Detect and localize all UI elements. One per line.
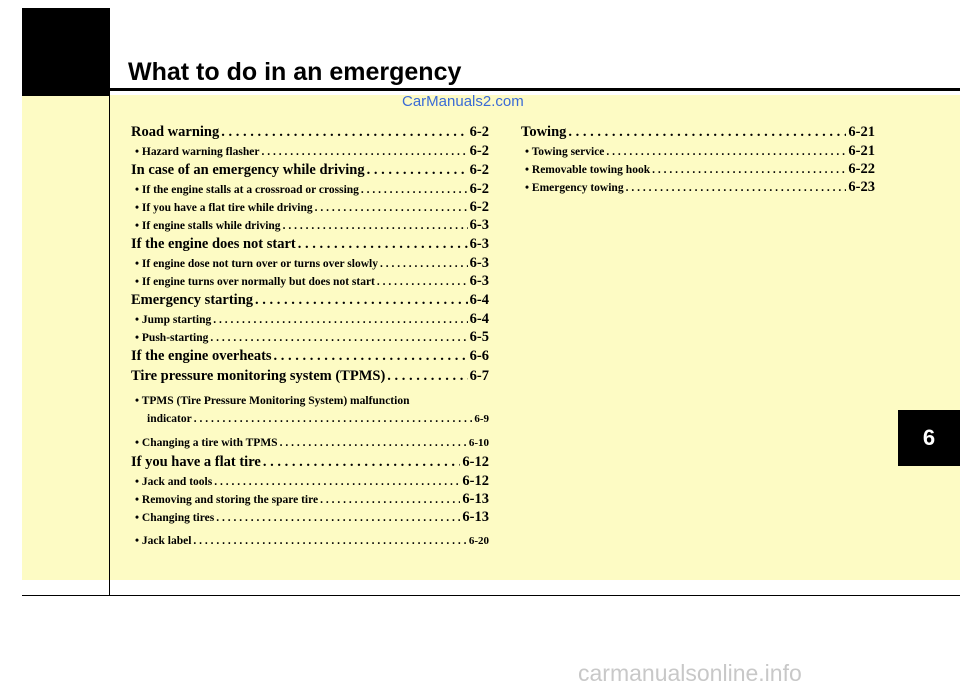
toc-entry-engine-not-turn-over[interactable]: • If engine dose not turn over or turns over slowly . . . 6-3 — [131, 254, 489, 272]
toc-entry-spare-tire[interactable]: • Removing and storing the spare tire . . . 6-13 — [131, 490, 489, 508]
toc-entry-towing-service[interactable]: • Towing service . . . 6-21 — [521, 142, 875, 160]
toc-entry-jack-and-tools[interactable]: • Jack and tools . . . 6-12 — [131, 472, 489, 490]
toc-entry-emergency-while-driving[interactable]: In case of an emergency while driving . . . 6-2 — [131, 160, 489, 180]
toc-entry-push-starting[interactable]: • Push-starting . . . 6-5 — [131, 328, 489, 346]
toc-entry-emergency-starting[interactable]: Emergency starting . . . 6-4 — [131, 290, 489, 310]
toc-entry-road-warning[interactable]: Road warning . . . 6-2 — [131, 122, 489, 142]
toc-entry-changing-tire-tpms[interactable]: • Changing a tire with TPMS . . . 6-10 — [131, 434, 489, 452]
toc-entry-emergency-towing[interactable]: • Emergency towing . . . 6-23 — [521, 178, 875, 196]
header-rule — [110, 88, 960, 91]
toc-entry-tpms-malfunction-cont[interactable]: indicator . . . 6-9 — [131, 410, 489, 428]
toc-entry-engine-does-not-start[interactable]: If the engine does not start . . . 6-3 — [131, 234, 489, 254]
watermark-bottom: carmanualsonline.info — [578, 660, 802, 686]
section-tab-block — [22, 8, 110, 96]
toc-entry-stalls-at-crossroad[interactable]: • If the engine stalls at a crossroad or crossing . . . 6-2 — [131, 180, 489, 198]
bottom-rule — [22, 595, 960, 596]
margin-rule — [109, 8, 110, 596]
toc-entry-tpms-malfunction[interactable]: • TPMS (Tire Pressure Monitoring System) malfunction — [135, 395, 410, 407]
page-title: What to do in an emergency — [128, 58, 462, 86]
toc-entry-engine-turns-over-no-start[interactable]: • If engine turns over normally but does not start . . . 6-3 — [131, 272, 489, 290]
toc-entry-changing-tires[interactable]: • Changing tires . . . 6-13 — [131, 508, 489, 526]
toc-left-column — [131, 122, 489, 550]
toc-entry-jack-label[interactable]: • Jack label . . . 6-20 — [131, 532, 489, 550]
chapter-number: 6 — [922, 425, 936, 450]
toc-entry-engine-overheats[interactable]: If the engine overheats . . . 6-6 — [131, 346, 489, 366]
toc-entry-removable-towing-hook[interactable]: • Removable towing hook . . . 6-22 — [521, 160, 875, 178]
toc-entry-engine-stalls-while-driving[interactable]: • If engine stalls while driving . . . 6-3 — [131, 216, 489, 234]
toc-entry-hazard-warning-flasher[interactable]: • Hazard warning flasher . . . 6-2 — [131, 142, 489, 160]
toc-entry-flat-tire-while-driving[interactable]: • If you have a flat tire while driving . . . 6-2 — [131, 198, 489, 216]
toc-right-column — [521, 122, 875, 196]
toc-entry-flat-tire[interactable]: If you have a flat tire . . . 6-12 — [131, 452, 489, 472]
toc-entry-jump-starting[interactable]: • Jump starting . . . 6-4 — [131, 310, 489, 328]
watermark-top: CarManuals2.com — [402, 93, 524, 110]
toc-entry-tpms[interactable]: Tire pressure monitoring system (TPMS) . . . 6-7 — [131, 366, 489, 386]
toc-entry-towing[interactable]: Towing . . . 6-21 — [521, 122, 875, 142]
